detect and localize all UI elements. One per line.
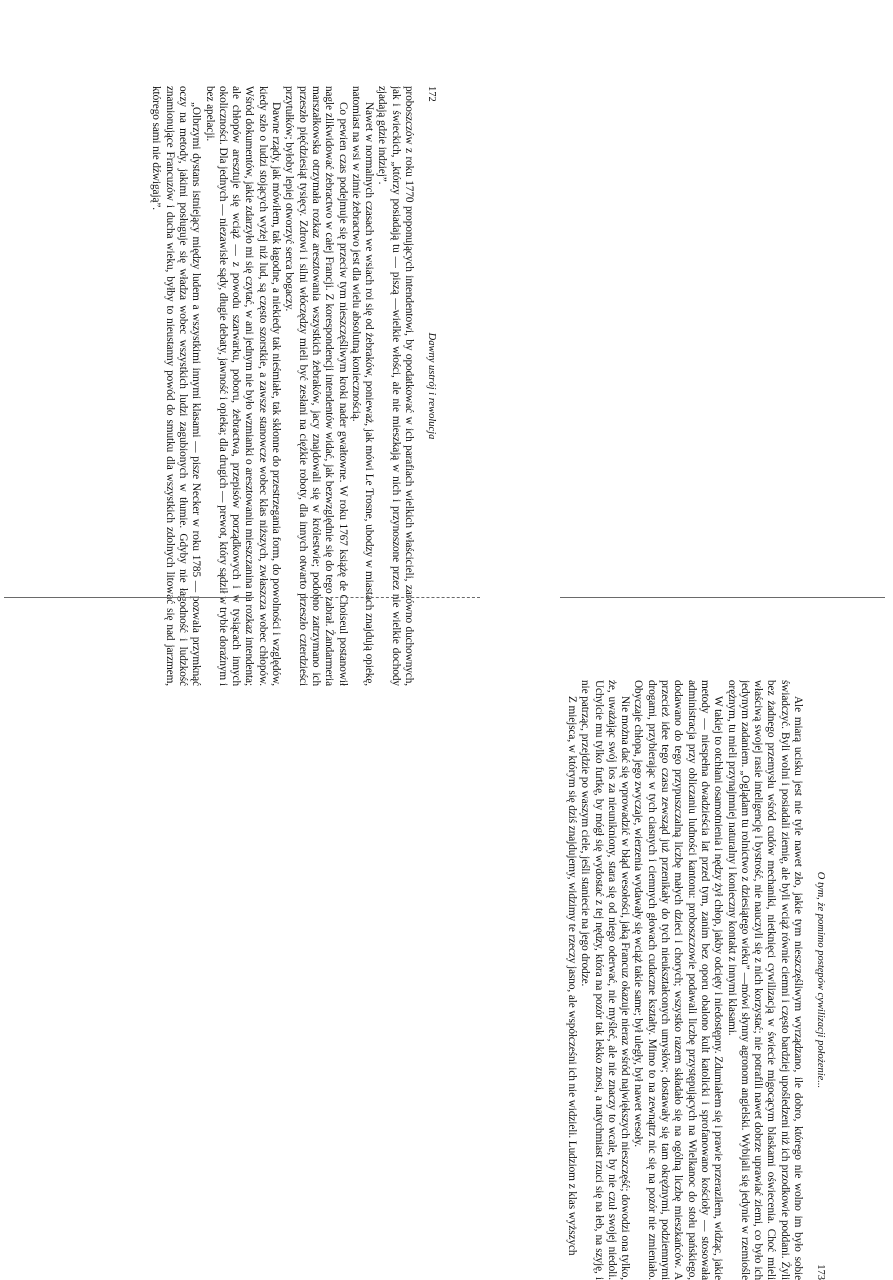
- left-page-header: [421, 86, 437, 686]
- page-number: 172: [426, 86, 437, 102]
- paragraph: Ale miarą ucisku jest nie tyle nawet zło, jakie tym nieszczęśliwym wyrządzano, ile dobro, którego nie wolno im było sobie świadczyć. Byli wolni i posiadali ziemię, ale byli wciąż równie ciemni i często bardziej upośledzeni niż ich przodkowie poddani. Żyli bez żadnego przemysłu wśród cudów mechaniki, nietknięci cywilizacją w świecie migocącym blaskami oświecenia. Choć mieli właściwą swojej rasie inteligencję i bystrość, nie nauczyli się z nich korzystać; nie potrafili nawet dobrze uprawiać ziemi, co było ich jedynym zadaniem. „Oglądam tu rolnictwo z dziesiątego wieku” —mówi słynny agronom angielski. Wybijali się jedynie w rzemiośle orężnym, tu mieli przynajmniej naturalny i konieczny kontakt z innymi klasami.: [725, 680, 804, 1280]
- paragraph: proboszczów z roku 1770 proponujących intendentowi, by opodatkować w ich parafiach wielkich właścicieli, zarówno duchownych, jak i świeckich, „którzy posiadają tu — piszą —wielkie włości, ale nie mieszkają w nich i przynoszone przez nie wielkie dochody zjadają gdzie indziej”.: [376, 86, 415, 686]
- left-page: [132, 86, 437, 686]
- paragraph: Nawet w normalnych czasach we wsiach roi się od żebraków, ponieważ, jak mówi Le Trosne, ubodzy w miastach znajdują opiekę, natomiast na wsi w zimie żebractwo jest dla wielu absolutną koniecznością.: [349, 86, 376, 686]
- running-head: O tym, że pomimo postępów cywilizacji położenie...: [815, 871, 826, 1089]
- paragraph: W takiej to otchłani osamotnienia i nędzy żył chłop, jakby odcięty i niedostępny. Zdumiałem się i prawie przeraziłem, widząc, jakie metody — niespełna dwadzieścia lat przed tym, zanim bez oporu obalono kult katolicki i sprofanowano kościoły — stosowała administracja przy obliczaniu ludności kantonu: proboszczowie podawali liczbę przystępujących na Wielkanoc do stołu pańskiego, dodawano do tego przypuszczalną liczbę małych dzieci i chorych; wszystko razem składało się na ogólną liczbę mieszkańców. A przecież idee tego czasu zewsząd już przenikały do tych nieukształconych umysłów; dostawały się tam okrężnymi, podziemnymi drogami, przybierając w tych ciasnych i ciemnych głowach cudaczne kształty. Mimo to na zewnątrz nic się na pozór nie zmieniało. Obyczaje chłopa, jego zwyczaje, wierzenia wydawały się wciąż takie same; był uległy, był nawet wesoły.: [632, 680, 725, 1280]
- page-gutter-line: [4, 597, 254, 598]
- paragraph: Dawne rządy, jak mówiłem, tak łagodne, a niekiedy tak nieśmiałe, tak skłonne do przestrzegania form, do powolności i względów, kiedy szło o ludzi stojących wyżej niż lud, są często szorstkie, a zawsze stanowcze wobec klas niższych, zwłaszcza wobec chłopów. Wśród dokumentów, jakie zdarzyło mi się czytać, w ani jednym nie było wzmianki o aresztowaniu mieszczanina na rozkaz intendenta; ale chłopów aresztuje się wciąż — z powodu szarwarku, poboru, żebractwa, przepisów porządkowych i w tysiącach innych okoliczności. Dla jednych — niezawisłe sądy, długie debaty, jawność i opieka; dla drugich — prewot, który sądził w trybie doraźnym i bez apelacji.: [203, 86, 283, 686]
- paragraph: Nie można dać się wprowadzić w błąd wesołości, jaką Francuz okazuje nieraz wśród największych nieszczęść; dowodzi ona tylko, że, uważając swój los za nieunikniony, stara się od niego oderwać, nie myśleć, ale nie znaczy to wcale, by nie czuł swojej niedoli. Uchylcie mu tylko furtkę, by mógł się wydostać z tej nędzy, która na pozór tak lekko znosi, a natychmiast rzuci się na łeb, na szyję, i nie patrząc, przejdzie po waszym ciele, jeśli staniecie na jego drodze.: [579, 680, 632, 1280]
- right-page: [521, 680, 826, 1280]
- right-page-header: [810, 680, 826, 1280]
- paragraph: „Olbrzymi dystans istniejący między ludem a wszystkimi innymi klasami — pisze Necker w roku 1785 — pozwala przymknąć oczy na metody, jakimi posługuje się władza wobec wszystkich ludzi zagubionych w tłumie. Gdyby nie łagodność i ludzkość znamionujące Francuzów i ducha wieku, byłby to nieustanny powód do smutku dla wszystkich zdolnych litować się nad jarzmem, którego sami nie dźwigają”.: [150, 86, 203, 686]
- paragraph: Z miejsca, w którym się dziś znajdujemy, widzimy te rzeczy jasno, ale współcześni ich nie widzieli. Ludziom z klas wyższych: [565, 696, 578, 1256]
- page-gutter-line: [560, 597, 885, 598]
- page-number: 173: [815, 1264, 826, 1280]
- running-head: Dawny ustrój i rewolucja: [426, 332, 437, 440]
- left-page-body: [132, 86, 415, 686]
- paragraph: Co pewien czas podejmuje się przeciw tym nieszczęśliwym kroki nader gwałtowne. W roku 1767 książę de Choiseul postanowił nagle zlikwidować żebractwo w całej Francji. Z korespondencji intendentów widać, jak bezwzględnie się do tego zabrał. Żandarmeria marszałkowska otrzymała rozkaz aresztowania wszystkich żebraków, jacy znajdowali się w królestwie; podobno zatrzymano ich przeszło pięćdziesiąt tysięcy. Zdrowi i silni włóczędzy mieli być zesłani na ciężkie roboty, dla innych otwarto przeszło czterdzieści przytułków; byłoby lepiej otworzyć serca bogaczy.: [283, 86, 349, 686]
- page-gutter-line: [305, 597, 480, 598]
- right-page-body: [521, 680, 804, 1280]
